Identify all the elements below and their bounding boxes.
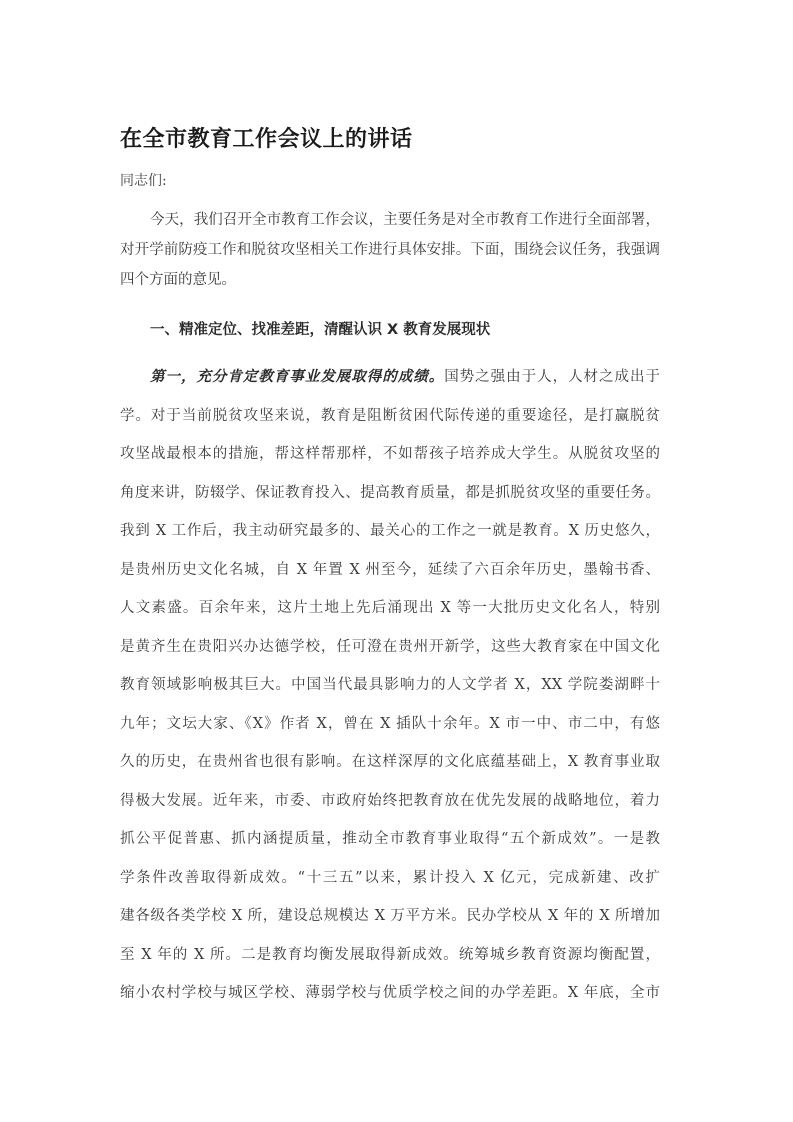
paragraph-line: 抓公平促普惠、抓内涵提质量，推动全市教育事业取得“五个新成效”。一是教 bbox=[120, 831, 660, 847]
intro-paragraph: 今天，我们召开全市教育工作会议，主要任务是对全市教育工作进行全面部署，对开学前防疫工作和脱贫攻坚相关工作进行具体安排。下面，围绕会议任务，我强调四个方面的意见。 bbox=[120, 212, 660, 288]
paragraph-line-text: 国势之强由于人，人材之成出于 bbox=[444, 369, 660, 385]
paragraph-line: 角度来讲，防辍学、保证教育投入、提高教育质量，都是抓脱贫攻坚的重要任务。 bbox=[120, 484, 660, 501]
paragraph-line: 至 X 年的 X 所。二是教育均衡发展取得新成效。统筹城乡教育资源均衡配置， bbox=[120, 946, 660, 963]
paragraph-line: 人文素盛。百余年来，这片土地上先后涌现出 X 等一大批历史文化名人，特别 bbox=[120, 600, 660, 616]
paragraph-line: 是贵州历史文化名城，自 X 年置 X 州至今，延续了六百余年历史，墨翰书香、 bbox=[120, 561, 660, 578]
paragraph-line: 攻坚战最根本的措施，帮这样帮那样，不如帮孩子培养成大学生。从脱贫攻坚的 bbox=[120, 446, 660, 462]
paragraph-line: 久的历史，在贵州省也很有影响。在这样深厚的文化底蕴基础上，X 教育事业取 bbox=[120, 754, 660, 770]
body-paragraph-1 bbox=[120, 362, 660, 1017]
paragraph-line: 建各级各类学校 X 所，建设总规模达 X 万平方米。民办学校从 X 年的 X 所增加 bbox=[120, 908, 660, 924]
greeting: 同志们: bbox=[120, 173, 167, 189]
document-title: 在全市教育工作会议上的讲话 bbox=[120, 127, 413, 152]
paragraph-line: 学。对于当前脱贫攻坚来说，教育是阻断贫困代际传递的重要途径，是打赢脱贫 bbox=[120, 407, 660, 424]
paragraph-lead: 第一，充分肯定教育事业发展取得的成绩。 bbox=[150, 368, 445, 385]
paragraph-line: 学条件改善取得新成效。“十三五”以来，累计投入 X 亿元，完成新建、改扩 bbox=[120, 869, 660, 886]
paragraph-line bbox=[120, 362, 660, 401]
paragraph-line: 我到 X 工作后，我主动研究最多的、最关心的工作之一就是教育。X 历史悠久， bbox=[120, 523, 660, 539]
paragraph-line: 是黄齐生在贵阳兴办达德学校，任可澄在贵州开新学，这些大教育家在中国文化 bbox=[120, 638, 660, 655]
section-heading-1: 一、精准定位、找准差距，清醒认识 X 教育发展现状 bbox=[150, 322, 491, 338]
paragraph-line: 缩小农村学校与城区学校、薄弱学校与优质学校之间的办学差距。X 年底，全市 bbox=[120, 985, 660, 1001]
paragraph-line: 九年；文坛大家、《X》作者 X，曾在 X 插队十余年。X 市一中、市二中，有悠 bbox=[120, 715, 660, 732]
paragraph-line: 得极大发展。近年来，市委、市政府始终把教育放在优先发展的战略地位，着力 bbox=[120, 792, 660, 809]
paragraph-line: 教育领域影响极其巨大。中国当代最具影响力的人文学者 X，XX 学院娄湖畔十 bbox=[120, 677, 660, 693]
